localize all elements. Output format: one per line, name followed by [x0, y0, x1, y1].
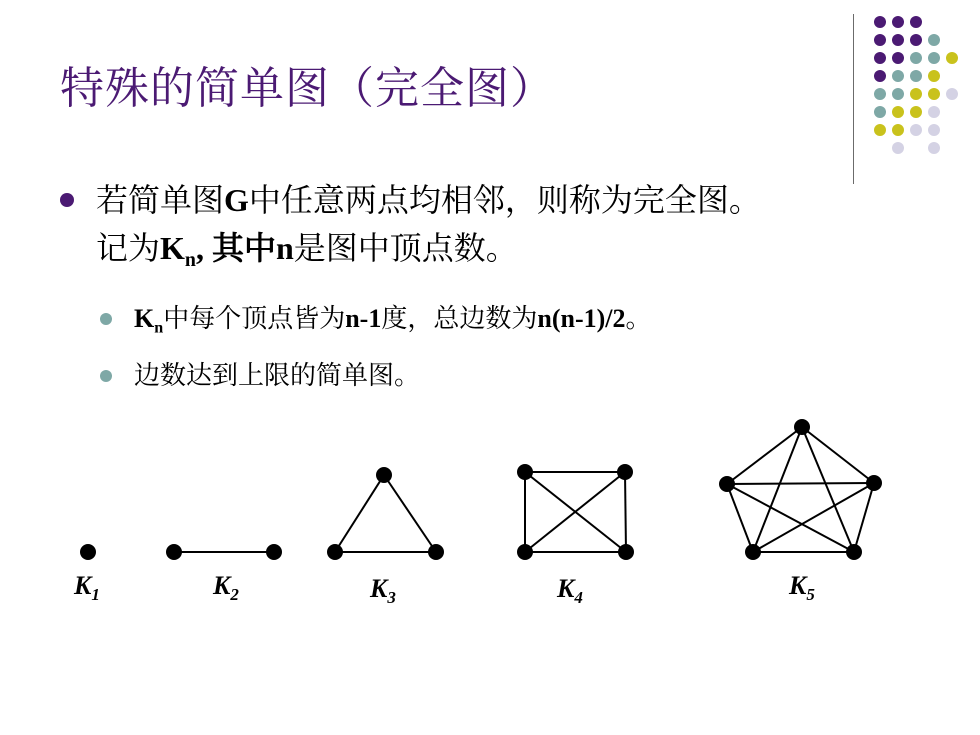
slide-title: 特殊的简单图（完全图） — [60, 63, 555, 114]
k5-vertex — [846, 544, 862, 560]
symbol-n: n — [275, 230, 294, 266]
symbol-k: K — [134, 304, 155, 333]
k3-vertex — [327, 544, 343, 560]
text-fragment: 中每个顶点皆为 — [163, 304, 346, 334]
text-fragment: , 其中 — [195, 230, 276, 266]
text-fragment: 中任意两点均相邻，则称为完全图。 — [248, 181, 761, 219]
text-fragment: 是图中顶点数。 — [293, 229, 518, 267]
text-fragment: 。 — [625, 304, 652, 334]
k2-vertex — [166, 544, 182, 560]
k3-label: $K_3$ — [370, 574, 396, 607]
k1-label: $K_1$ — [74, 571, 100, 604]
k2-vertex — [266, 544, 282, 560]
k4-edges — [525, 472, 626, 552]
k2-label: $K_2$ — [213, 571, 239, 604]
k3-edges — [335, 475, 436, 552]
sub-bullet-text: 边数达到上限的简单图。 — [134, 361, 421, 391]
k5-label: $K_5$ — [789, 571, 815, 604]
graph-symbol-g: G — [224, 182, 249, 218]
k4-label: $K_4$ — [557, 574, 583, 607]
k5-vertex — [794, 419, 810, 435]
k3-vertex — [428, 544, 444, 560]
text-fragment: 若简单图 — [96, 181, 225, 219]
k3-vertex — [376, 467, 392, 483]
symbol-k-subscript: n — [154, 319, 164, 337]
k1-vertex — [80, 544, 96, 560]
k4-vertex — [517, 544, 533, 560]
symbol-k-subscript: n — [184, 248, 196, 271]
degree-expression: n-1 — [345, 304, 382, 333]
text-fragment: 度，总边数为 — [381, 304, 538, 334]
k5-vertex — [745, 544, 761, 560]
k5-vertex — [719, 476, 735, 492]
k5-edges — [727, 427, 874, 552]
k4-vertex — [617, 464, 633, 480]
k4-vertex — [618, 544, 634, 560]
text-fragment: 记为 — [96, 229, 161, 267]
k5-vertex — [866, 475, 882, 491]
edge-count-formula: n(n-1)/2 — [537, 304, 626, 333]
symbol-k: K — [160, 230, 185, 266]
k4-vertex — [517, 464, 533, 480]
